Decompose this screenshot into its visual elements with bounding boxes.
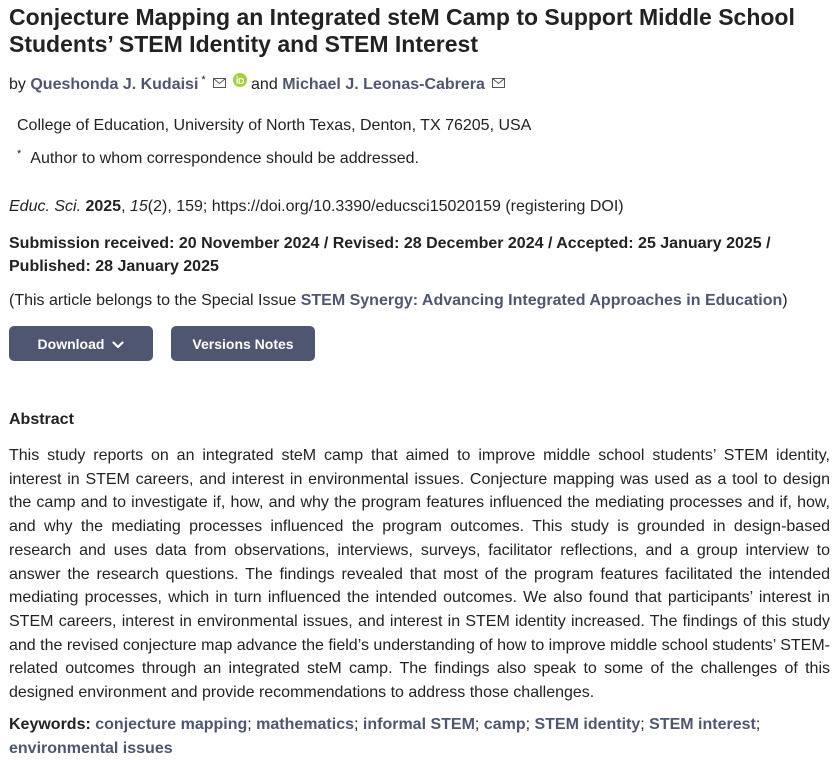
keyword-link[interactable]: camp <box>483 716 526 733</box>
keywords-line: Keywords: conjecture mapping; mathematics; informal STEM; camp; STEM identity; STEM interest; environmental issues <box>9 716 761 757</box>
keyword-link[interactable]: conjecture mapping <box>95 716 248 733</box>
keyword-link[interactable]: environmental issues <box>9 739 173 757</box>
correspondence-text: Author to whom correspondence should be addressed. <box>30 150 419 167</box>
affiliation: College of Education, University of North Texas, Denton, TX 76205, USA <box>17 117 532 134</box>
byline-conjunction: and <box>251 76 278 93</box>
abstract-text: This study reports on an integrated steM camp that aimed to improve middle school students’ STEM identity, interest in STEM careers, and interest in environmental issues. Conjecture mapping was used as a tool to design the camp and to investigate if, how, and why the program features influenced the mediating processes and if, how, and why the mediating processes influenced the program outcomes. This study is grounded in design-based research and uses data from observations, interviews, surveys, facilitator reflections, and a group interview to answer the research questions. The findings revealed that most of the program features facilitated the intended mediating processes, which in turn influenced the intended outcomes. We also found that participants’ interest in STEM careers, interest in environmental issues, and interest in STEM identity increased. The findings of this study and the revised conjecture map advance the field’s understanding of how to improve middle school students’ STEM-related outcomes through an integrated steM camp. The findings also speak to some of the challenges of this designed environment and provide recommendations to address those challenges. <box>9 447 830 702</box>
author-link-kudaisi[interactable]: Queshonda J. Kudaisi <box>30 76 199 93</box>
keyword-link[interactable]: informal STEM <box>362 716 475 733</box>
keyword-link[interactable]: STEM interest <box>649 716 756 733</box>
orcid-icon[interactable] <box>233 72 247 94</box>
author-byline <box>9 69 505 96</box>
email-icon[interactable] <box>492 73 505 95</box>
publication-dates: Submission received: 20 November 2024 / Revised: 28 December 2024 / Accepted: 25 January 2025 / Published: 28 January 2025 <box>9 235 771 275</box>
versions-notes-label: Versions Notes <box>192 335 294 352</box>
keyword-link[interactable]: mathematics <box>256 716 354 733</box>
versions-notes-button[interactable] <box>171 326 315 361</box>
keyword-link[interactable]: STEM identity <box>534 716 641 733</box>
chevron-down-icon <box>112 336 124 352</box>
byline-prefix: by <box>9 76 26 93</box>
correspondence-marker: * <box>17 148 22 160</box>
email-icon[interactable] <box>213 73 226 95</box>
author-link-leonas-cabrera[interactable]: Michael J. Leonas-Cabrera <box>282 76 485 93</box>
citation-year: 2025 <box>85 198 122 215</box>
keywords-label: Keywords: <box>9 716 91 733</box>
citation-details: (2), 159; https://doi.org/10.3390/educsci15020159 (registering DOI) <box>147 198 624 215</box>
abstract-heading: Abstract <box>9 411 74 428</box>
corresponding-author-marker: * <box>201 74 206 86</box>
journal-abbrev: Educ. Sci. <box>9 198 82 215</box>
special-issue-link[interactable]: STEM Synergy: Advancing Integrated Approaches in Education <box>300 292 783 309</box>
correspondence-note <box>17 144 419 169</box>
special-issue-suffix: ) <box>782 292 788 309</box>
download-label: Download <box>37 335 105 352</box>
special-issue-note <box>9 291 788 311</box>
special-issue-prefix: (This article belongs to the Special Issue <box>9 292 297 309</box>
citation-line: Educ. Sci. 2025, 15(2), 159; https://doi.org/10.3390/educsci15020159 (registering DOI) <box>9 198 624 215</box>
article-title: Conjecture Mapping an Integrated steM Camp to Support Middle School Students’ STEM Identity and STEM Interest <box>9 4 795 57</box>
download-button[interactable] <box>9 326 153 361</box>
citation-volume: 15 <box>129 198 148 215</box>
